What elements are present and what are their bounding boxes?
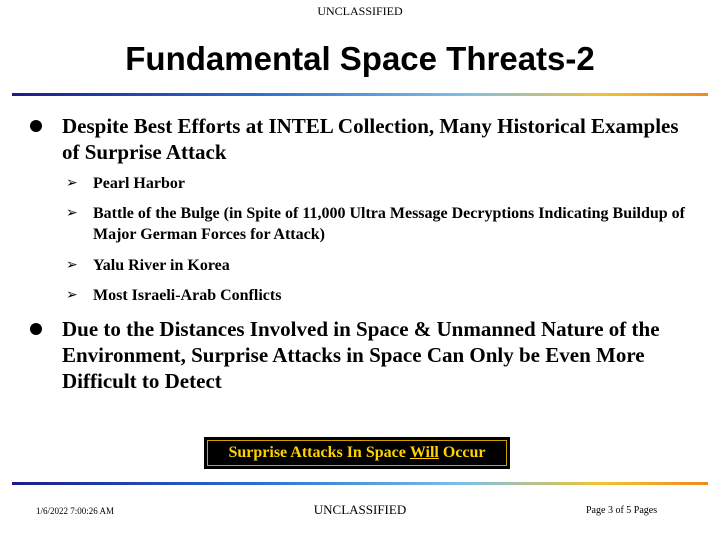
classification-banner-top: UNCLASSIFIED bbox=[317, 4, 403, 18]
sub-bullet-text: Pearl Harbor bbox=[93, 175, 185, 192]
footer-divider bbox=[12, 482, 708, 485]
bullet-text: Despite Best Efforts at INTEL Collection, Many Historical Examples of Surprise Attack bbox=[62, 114, 679, 164]
sub-bullet-item bbox=[66, 285, 686, 306]
bullet-item bbox=[30, 113, 690, 165]
bullet-dot-icon bbox=[30, 323, 42, 335]
callout-box bbox=[204, 437, 510, 469]
callout-prefix: Surprise Attacks In Space bbox=[228, 444, 410, 461]
arrow-bullet-icon: ➢ bbox=[66, 287, 78, 303]
arrow-bullet-icon: ➢ bbox=[66, 175, 78, 191]
title-divider bbox=[12, 93, 708, 96]
sub-bullet-text: Yalu River in Korea bbox=[93, 257, 230, 274]
callout-suffix: Occur bbox=[438, 444, 486, 461]
sub-bullet-item bbox=[66, 173, 686, 194]
bullet-dot-icon bbox=[30, 120, 42, 132]
page-number: Page 3 of 5 Pages bbox=[586, 505, 658, 516]
arrow-bullet-icon: ➢ bbox=[66, 205, 78, 221]
slide-title: Fundamental Space Threats-2 bbox=[125, 40, 595, 77]
sub-bullet-text: Most Israeli-Arab Conflicts bbox=[93, 287, 282, 304]
sub-bullet-item bbox=[66, 255, 686, 276]
bullet-item bbox=[30, 316, 690, 394]
classification-banner-bottom: UNCLASSIFIED bbox=[313, 502, 407, 517]
arrow-bullet-icon: ➢ bbox=[66, 257, 78, 273]
footer-date: 1/6/2022 7:00:26 AM bbox=[36, 506, 115, 516]
bullet-text: Due to the Distances Involved in Space & Unmanned Nature of the Environment, Surprise Attacks in Space Can Only be Even More Difficult to Detect bbox=[62, 317, 660, 393]
sub-bullet-item bbox=[66, 203, 686, 245]
callout-emphasis: Will bbox=[409, 444, 439, 461]
sub-bullet-text: Battle of the Bulge (in Spite of 11,000 Ultra Message Decryptions Indicating Buildup of Major German Forces for Attack) bbox=[93, 205, 686, 243]
callout-text bbox=[207, 440, 507, 466]
